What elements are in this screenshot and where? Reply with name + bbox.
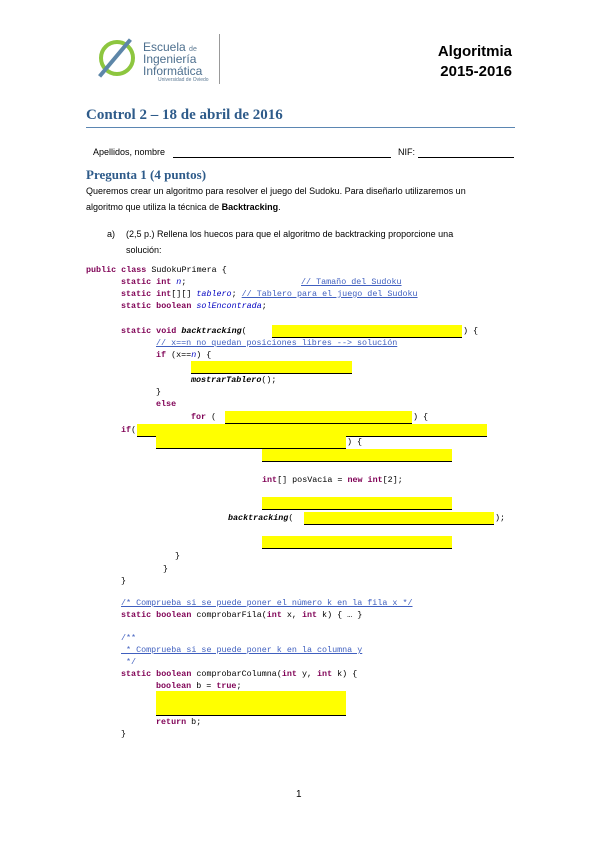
course-name: Algoritmia — [437, 43, 512, 60]
part-a-text-1: (2,5 p.) Rellena los huecos para que el algoritmo de backtracking proporcione una — [126, 229, 454, 239]
page-number: 1 — [296, 789, 302, 800]
code-comment-n: // Tamaño del Sudoku — [301, 277, 402, 287]
code-javadoc-close: */ — [121, 657, 137, 667]
code-line-n: static int n; — [121, 277, 187, 287]
code-line-posvacia: int[] posVacia = new int[2]; — [262, 475, 403, 485]
code-javadoc-open: /** — [121, 633, 137, 643]
logo-line1: Escuela — [143, 40, 186, 54]
code-comment-fila: /* Comprueba si se puede poner el número k en la fila x */ — [121, 598, 413, 608]
code-line-recursive-call: backtracking( — [228, 513, 294, 523]
blank-if-condition-2[interactable] — [156, 436, 346, 449]
code-line-return: return b; — [156, 717, 202, 727]
blank-if-body-2[interactable] — [262, 497, 452, 510]
code-line-if: if( — [121, 425, 137, 435]
exam-title: Control 2 – 18 de abril de 2016 — [86, 107, 283, 123]
code-line-backtracking-signature: static void backtracking( — [121, 326, 247, 336]
question-intro-1: Queremos crear un algoritmo para resolver el juego del Sudoku. Para diseñarlo utilizaremos un — [86, 186, 466, 196]
blank-base-case[interactable] — [191, 361, 352, 374]
title-rule — [86, 127, 515, 128]
code-javadoc-body: * Comprueba si se puede poner k en la columna y — [121, 645, 363, 655]
part-a-label: a) — [107, 229, 116, 239]
code-comment-base-case: // x==n no quedan posiciones libres --> solución — [156, 338, 398, 348]
code-call-close: ); — [495, 513, 506, 523]
code-line-mostrar: mostrarTablero(); — [191, 375, 277, 385]
blank-columna-2[interactable] — [156, 703, 346, 716]
question-title: Pregunta 1 (4 puntos) — [86, 167, 207, 182]
code-close-method: } — [121, 729, 127, 739]
code-line-else: else — [156, 399, 177, 409]
name-label: Apellidos, nombre — [93, 147, 166, 157]
header-divider — [219, 34, 220, 84]
question-intro-2: algoritmo que utiliza la técnica de Backtracking. — [86, 202, 281, 212]
code-line-boolean-b: boolean b = true; — [156, 681, 242, 691]
blank-if-body-1[interactable] — [262, 449, 452, 462]
code-brace: ) { — [463, 326, 479, 336]
code-line-class: public class SudokuPrimera { — [86, 265, 227, 275]
blank-if-body-3[interactable] — [262, 536, 452, 549]
code-close-brace-1: } — [175, 551, 181, 561]
blank-for-header[interactable] — [225, 411, 412, 424]
code-line-comprobarfila: static boolean comprobarFila(int x, int k) { … } — [121, 610, 363, 620]
logo-line2: Ingeniería — [143, 52, 197, 66]
part-a-text-2: solución: — [126, 245, 162, 255]
nif-field[interactable] — [418, 157, 514, 158]
code-line-for: for ( — [191, 412, 217, 422]
logo-line3: Informática — [143, 64, 203, 78]
name-field[interactable] — [173, 157, 391, 158]
code-line-if-base: if (x==n) { — [156, 350, 212, 360]
code-close-brace-2: } — [163, 564, 169, 574]
code-close-brace-3: } — [121, 576, 127, 586]
logo-subtitle: Universidad de Oviedo — [158, 77, 209, 83]
logo-line1-small: de — [189, 46, 197, 53]
code-line-tablero: static int[][] tablero; // Tablero para el juego del Sudoku — [121, 289, 418, 299]
code-close-if: } — [156, 387, 162, 397]
blank-recursive-args[interactable] — [304, 512, 494, 525]
code-line-comprobarcolumna: static boolean comprobarColumna(int y, int k) { — [121, 669, 358, 679]
code-for-brace: ) { — [413, 412, 429, 422]
code-if-brace: ) { — [347, 437, 363, 447]
code-line-solencontrada: static boolean solEncontrada; — [121, 301, 267, 311]
course-year: 2015-2016 — [440, 63, 512, 80]
nif-label: NIF: — [398, 147, 415, 157]
